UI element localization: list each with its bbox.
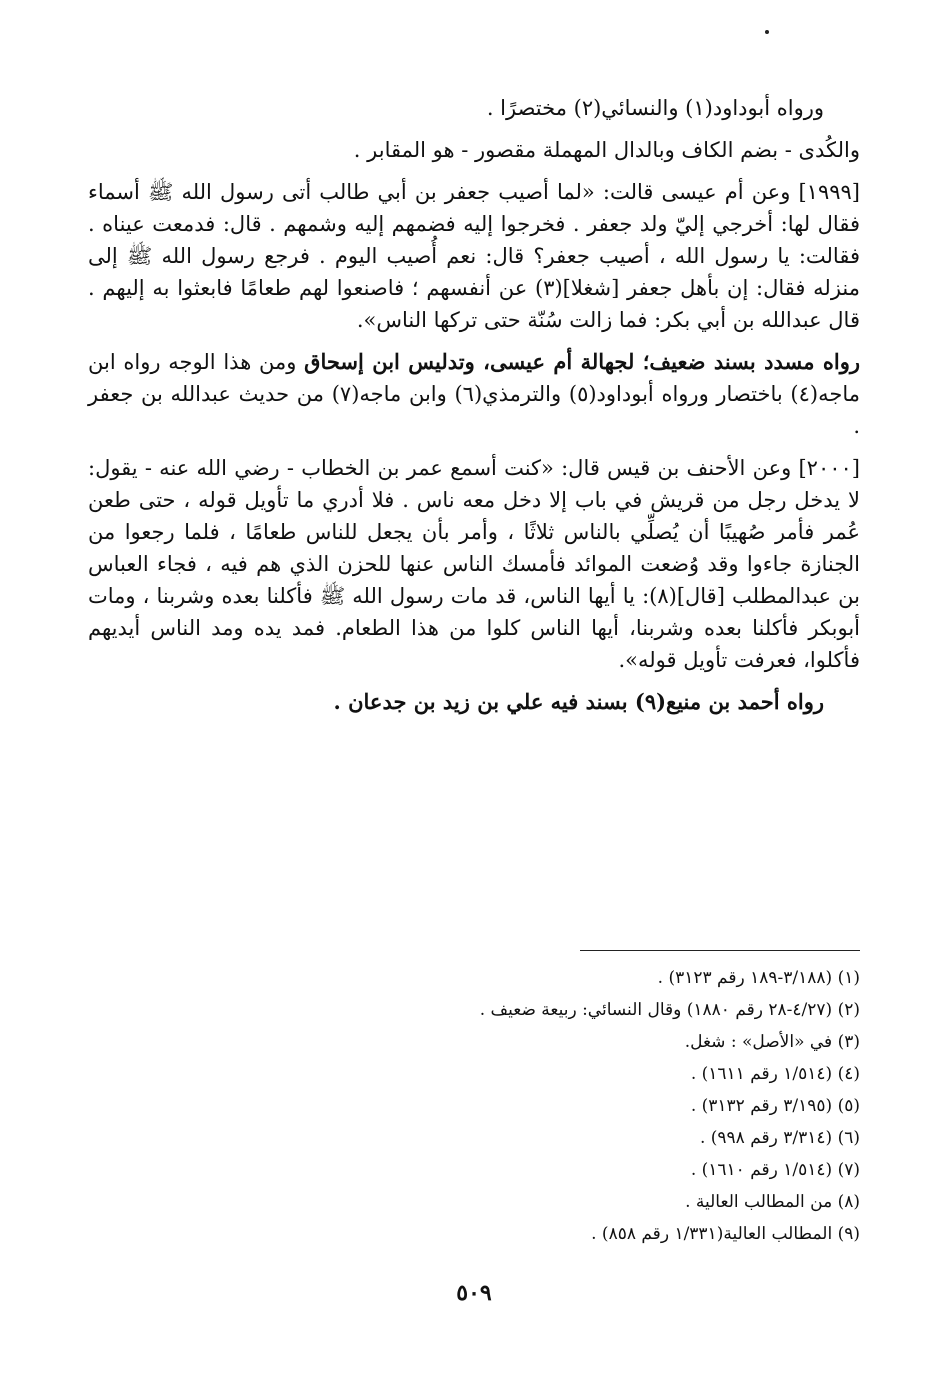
takhrij-2000: رواه أحمد بن منيع(٩) بسند فيه علي بن زيد بن جدعان . bbox=[333, 689, 824, 714]
footnote-3: (٣) في «الأصل» : شغل. bbox=[684, 1032, 860, 1052]
takhrij-1999-sources: ومن هذا الوجه رواه ابن ماجه(٤) باختصار ورواه أبوداود(٥) والترمذي(٦) وابن ماجه(٧) من حديث عبدالله بن جعفر . bbox=[88, 350, 860, 438]
takhrij-1999 bbox=[88, 346, 860, 442]
page-number: ٥٠٩ bbox=[456, 1280, 492, 1306]
footnote-9: (٩) المطالب العالية(١/٣٣١ رقم ٨٥٨) . bbox=[591, 1224, 860, 1244]
footnotes bbox=[88, 962, 860, 1250]
footnote-separator bbox=[580, 950, 860, 951]
footnote-4: (٤) (١/٥١٤ رقم ١٦١١) . bbox=[690, 1064, 860, 1084]
main-text bbox=[88, 92, 860, 728]
paragraph-1: ورواه أبوداود(١) والنسائي(٢) مختصرًا . bbox=[486, 96, 824, 120]
hadith-2000: [٢٠٠٠] وعن الأحنف بن قيس قال: «كنت أسمع عمر بن الخطاب - رضي الله عنه - يقول: لا يدخل رجل من قريش في باب إلا دخل معه ناس . فلا أدري ما تأويل قوله ، حتى طعن عُمر فأمر صُهيبًا أن يُصلِّي بالناس ثلاثًا ، وأمر بأن يجعل للناس طعامًا ، فلما رجعوا من الجنازة جاءوا وقد وُضعت الموائد فأمسك الناس عنها للحزن الذي هم فيه ، فجاء العباس بن عبدالمطلب [قال](٨): يا أيها الناس، قد مات رسول الله ﷺ فأكلنا بعده وشربنا ، ومات أبوبكر فأكلنا بعده وشربنا، أيها الناس كلوا من هذا الطعام. فمد يده ومد الناس أيديهم فأكلوا، فعرفت تأويل قوله». bbox=[88, 456, 860, 672]
footnote-7: (٧) (١/٥١٤ رقم ١٦١٠) . bbox=[690, 1160, 860, 1180]
footnote-8: (٨) من المطالب العالية . bbox=[685, 1192, 860, 1212]
footnote-1: (١) (٣/١٨٨-١٨٩ رقم ٣١٢٣) . bbox=[657, 968, 860, 988]
hadith-1999: [١٩٩٩] وعن أم عيسى قالت: «لما أصيب جعفر بن أبي طالب أتى رسول الله ﷺ أسماء فقال لها: أخرجي إليّ ولد جعفر . فخرجوا إليه فضمهم إليه وشمهم . قال: فدمعت عيناه . فقالت: يا رسول الله ، أصيب جعفر؟ قال: نعم أُصيب اليوم . فرجع رسول الله ﷺ إلى منزله فقال: إن بأهل جعفر [شغلا](٣) عن أنفسهم ؛ فاصنعوا لهم طعامًا فابعثوا به إليهم . قال عبدالله بن أبي بكر: فما زالت سُنّة حتى تركها الناس». bbox=[88, 180, 860, 332]
footnote-5: (٥) (٣/١٩٥ رقم ٣١٣٢) . bbox=[690, 1096, 860, 1116]
takhrij-1999-grading: رواه مسدد بسند ضعيف؛ لجهالة أم عيسى، وتدليس ابن إسحاق bbox=[304, 349, 860, 374]
footnote-6: (٦) (٣/٣١٤ رقم ٩٩٨) . bbox=[699, 1128, 860, 1148]
page-mark bbox=[765, 30, 769, 34]
paragraph-2: والكُدى - بضم الكاف وبالدال المهملة مقصور - هو المقابر . bbox=[353, 138, 860, 162]
footnote-2: (٢) (٤/٢٧-٢٨ رقم ١٨٨٠) وقال النسائي: ربيعة ضعيف . bbox=[479, 1000, 860, 1020]
